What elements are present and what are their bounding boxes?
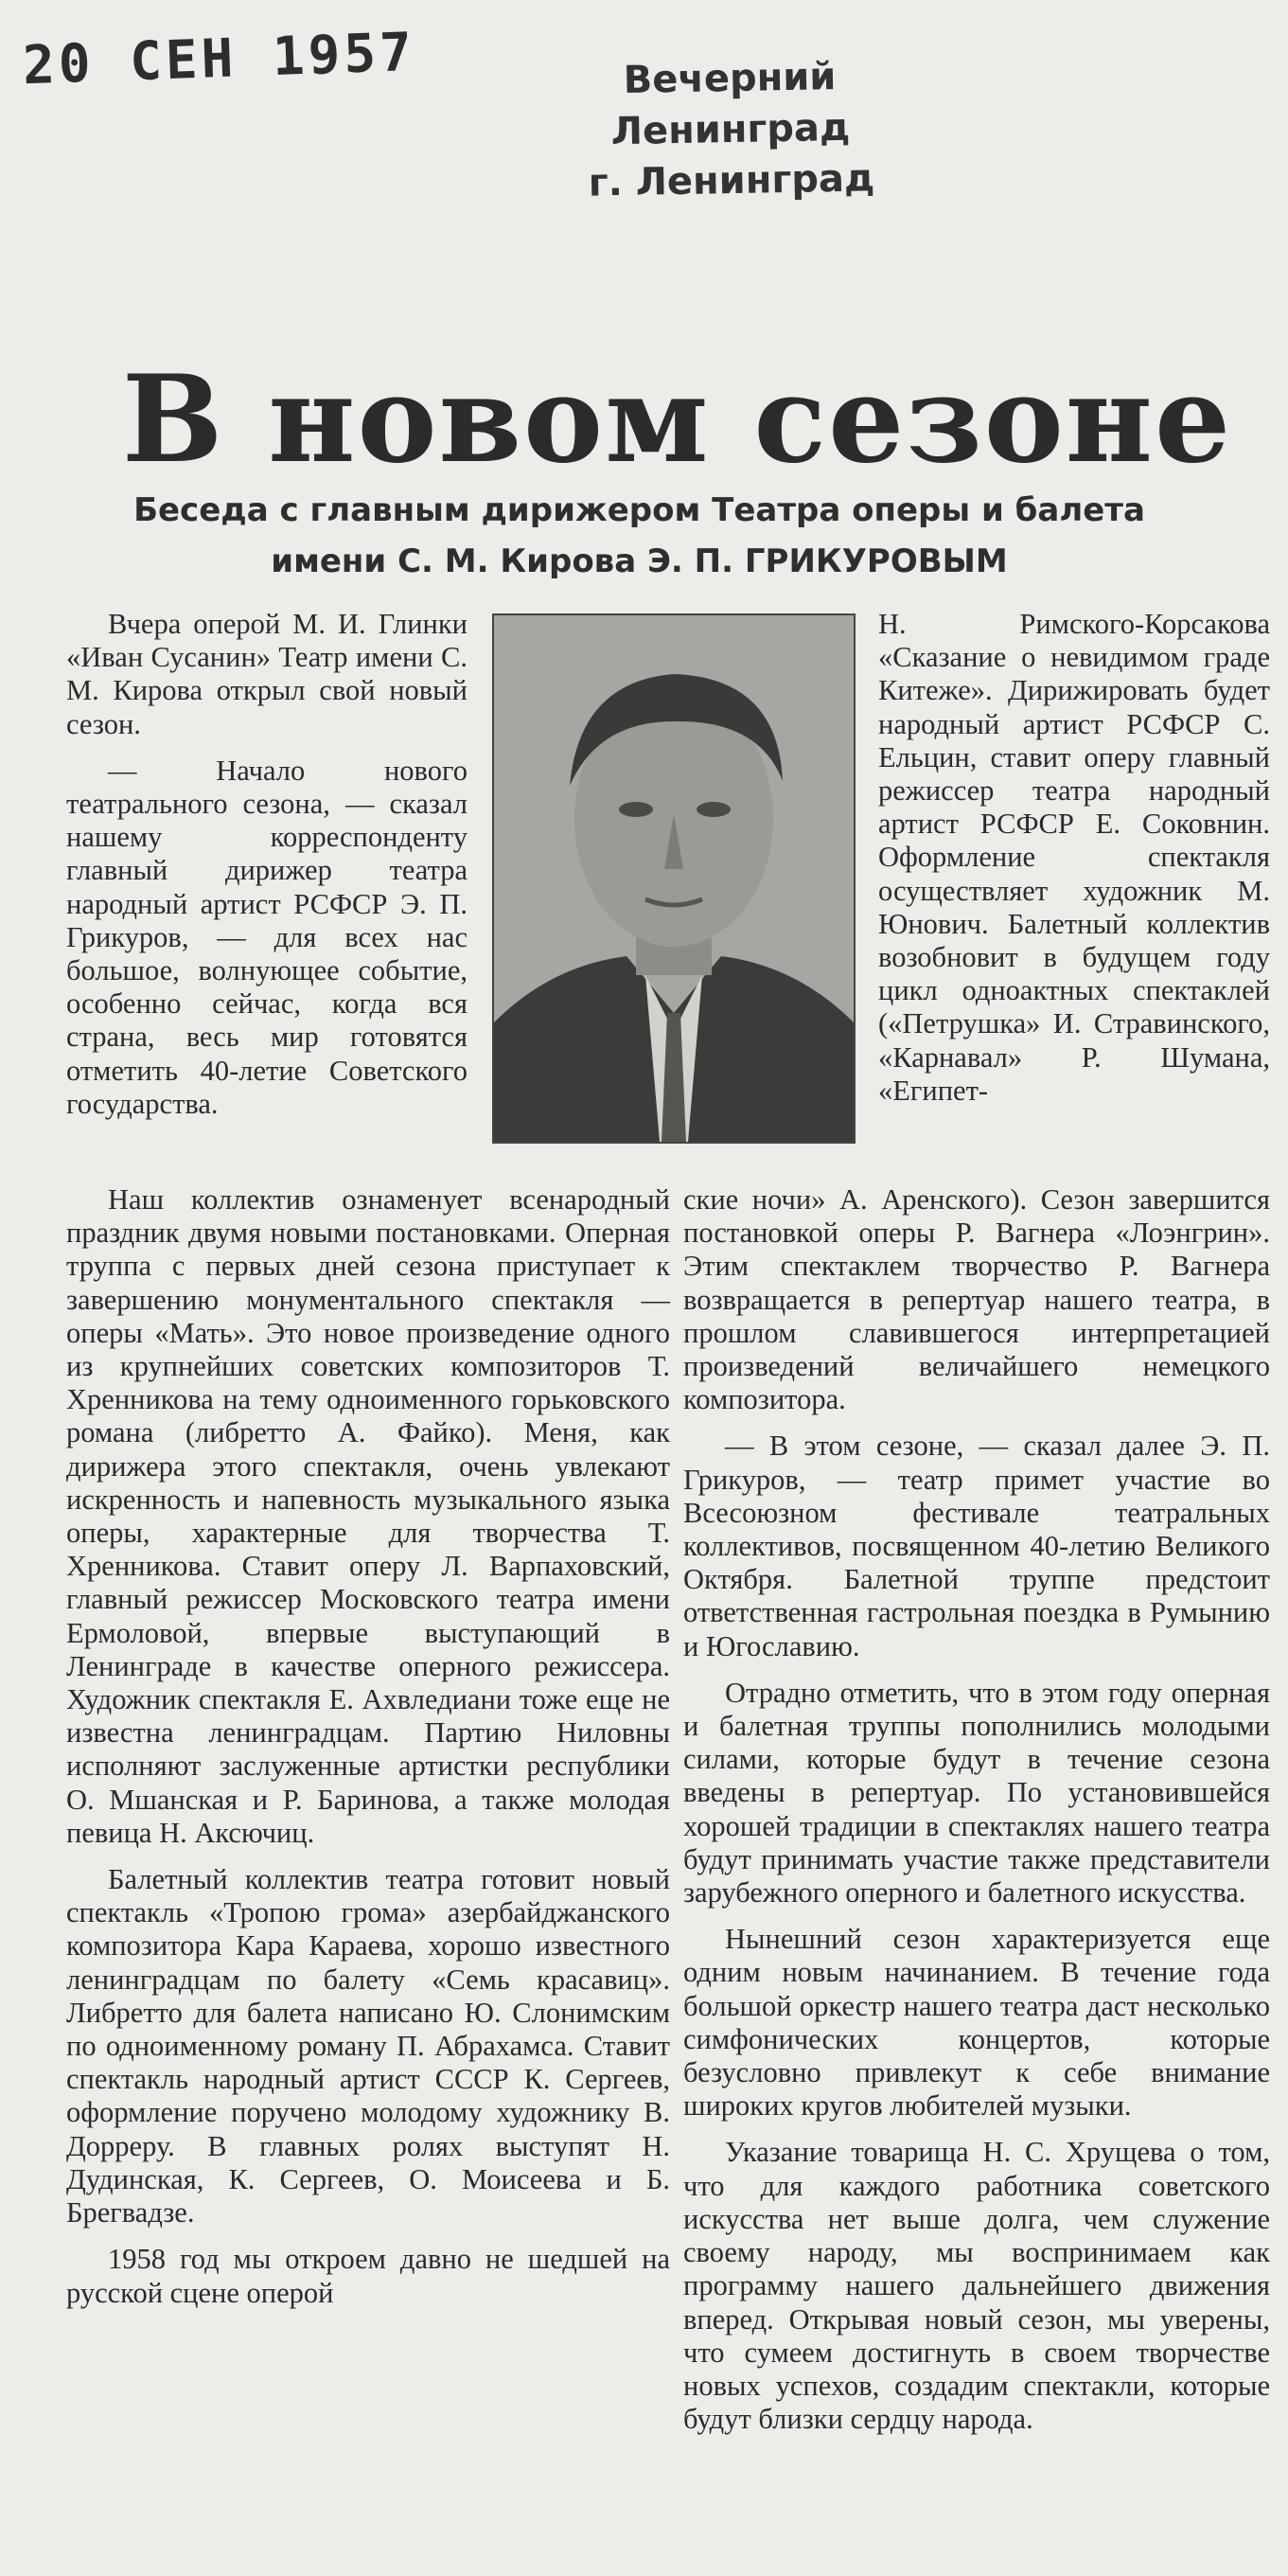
paragraph: Отрадно отметить, что в этом году оперная и балетная труппы пополнились молодыми силами, которые будут в течение сезона введены в репертуар. По установившейся хорошей традиции в спектаклях нашего театра будут принимать участие также представители зарубежного оперного и балетного искусства. xyxy=(683,1676,1270,1910)
subtitle-line-2: имени С. М. Кирова Э. П. ГРИКУРОВЫМ xyxy=(271,542,1008,580)
paragraph: Вчера оперой М. И. Глинки «Иван Сусанин» Театр имени С. М. Кирова открыл свой новый сезон. xyxy=(66,608,468,740)
paragraph: ские ночи» А. Аренского). Сезон завершится постановкой оперы Р. Вагнера «Лоэнгрин». Этим спектаклем творчество Р. Вагнера возвращается в репертуар нашего театра, в прошлом славившегося интерпретацией произведений величайшего немецкого композитора. xyxy=(683,1183,1270,1416)
column-bottom-left xyxy=(66,1183,670,2310)
publication-name: Вечерний Ленинград xyxy=(610,55,851,154)
date-stamp: 20 СЕН 1957 xyxy=(21,21,416,98)
paragraph: 1958 год мы откроем давно не шедшей на русской сцене оперой xyxy=(66,2243,670,2309)
column-bottom-right xyxy=(683,1183,1270,2436)
article-subtitle xyxy=(76,485,1203,587)
publication-city: г. Ленинград xyxy=(588,156,875,205)
conductor-portrait-photo xyxy=(492,613,856,1144)
subtitle-line-1: Беседа с главным дирижером Театра оперы и балета xyxy=(133,491,1145,529)
paragraph: Наш коллектив ознаменует всенародный праздник двумя новыми постановками. Оперная труппа с первых дней сезона приступает к завершению монументального спектакля — оперы «Мать». Это новое произведение одного из крупнейших советских композиторов Т. Хренникова на тему одноименного горьковского романа (либретто А. Файко). Меня, как дирижера этого спектакля, очень увлекают искренность и напевность музыкального языка оперы, характерные для творчества Т. Хренникова. Ставит оперу Л. Варпаховский, главный режиссер Московского театра имени Ермоловой, впервые выступающий в Ленинграде в качестве оперного режиссера. Художник спектакля Е. Ахвледиани тоже еще не известна ленинградцам. Партию Ниловны исполняют заслуженные артистки республики О. Мшанская и Р. Баринова, а также молодая певица Н. Аксючиц. xyxy=(66,1183,670,1849)
article-title: В новом сезоне xyxy=(121,349,1233,489)
paragraph: Нынешний сезон характеризуется еще одним новым начинанием. В течение года большой оркестр нашего театра даст несколько симфонических концертов, которые безусловно привлекут к себе внимание широких кругов любителей музыки. xyxy=(683,1923,1270,2123)
publication-stamp xyxy=(521,49,941,210)
paragraph: Указание товарища Н. С. Хрущева о том, что для каждого работника советского искусства нет выше долга, чем служение своему народу, мы воспринимаем как программу нашего дальнейшего движения вперед. Открывая новый сезон, мы уверены, что сумеем достигнуть в своем творчестве новых успехов, создадим спектакли, которые будут близки сердцу народа. xyxy=(683,2136,1270,2436)
column-top-right xyxy=(878,608,1270,1108)
paragraph: — В этом сезоне, — сказал далее Э. П. Грикуров, — театр примет участие во Всесоюзном фестивале театральных коллективов, посвященном 40-летию Великого Октября. Балетной труппе предстоит ответственная гастрольная поездка в Румынию и Югославию. xyxy=(683,1430,1270,1662)
column-top-left xyxy=(66,608,468,1121)
paragraph: Балетный коллектив театра готовит новый спектакль «Тропою грома» азербайджанского композитора Кара Караева, хорошо известного ленинградцам по балету «Семь красавиц». Либретто для балета написано Ю. Слонимским по одноименному роману П. Абрахамса. Ставит спектакль народный артист СССР К. Сергеев, оформление поручено молодому художнику В. Дорреру. В главных ролях выступят Н. Дудинская, К. Сергеев, О. Моисеева и Б. Брегвадзе. xyxy=(66,1863,670,2230)
paragraph: — Начало нового театрального сезона, — сказал нашему корреспонденту главный дирижер театра народный артист РСФСР Э. П. Грикуров, — для всех нас большое, волнующее событие, особенно сейчас, когда вся страна, весь мир готовятся отметить 40-летие Советского государства. xyxy=(66,754,468,1120)
paragraph: Н. Римского-Корсакова «Сказание о невидимом граде Китеже». Дирижировать будет народный артист РСФСР С. Ельцин, ставит оперу главный режиссер театра народный артист РСФСР Е. Соковнин. Оформление спектакля осуществляет художник М. Юнович. Балетный коллектив возобновит в будущем году цикл одноактных спектаклей («Петрушка» И. Стравинского, «Карнавал» Р. Шумана, «Египет- xyxy=(878,608,1270,1107)
